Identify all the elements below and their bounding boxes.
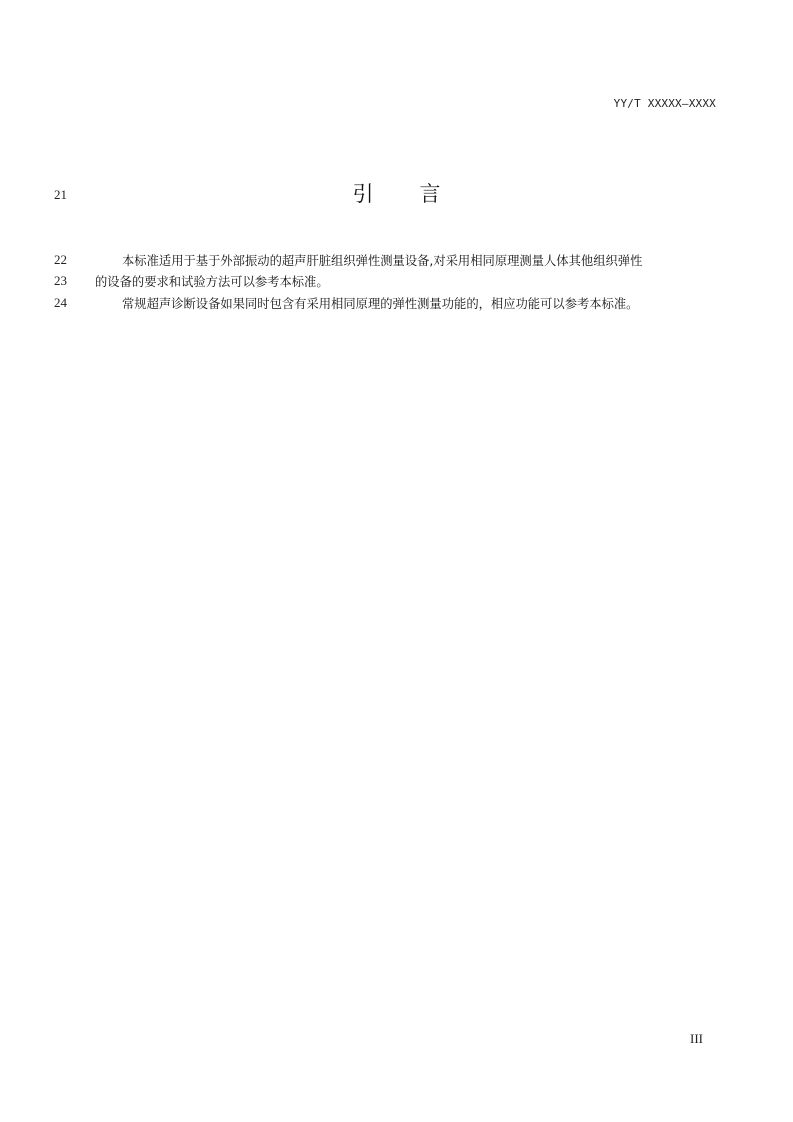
line-number-22: 22 (54, 252, 67, 267)
paragraph-2-line-1: 常规超声诊断设备如果同时包含有采用相同原理的弹性测量功能的，相应功能可以参考本标准。 (122, 297, 639, 311)
line-number-24: 24 (54, 295, 67, 310)
page-number: III (690, 1031, 703, 1046)
paragraph-1-line-1: 本标准适用于基于外部振动的超声肝脏组织弹性测量设备,对采用相同原理测量人体其他组织弹性 (122, 254, 643, 268)
line-number-23: 23 (54, 273, 67, 288)
paragraph-1-line-2: 的设备的要求和试验方法可以参考本标准。 (95, 275, 329, 289)
title-char-1: 引 (352, 182, 374, 206)
standard-code: YY/T XXXXX—XXXX (613, 97, 716, 110)
line-number-21: 21 (54, 187, 67, 202)
title-char-2: 言 (419, 182, 441, 206)
section-title (0, 178, 793, 208)
